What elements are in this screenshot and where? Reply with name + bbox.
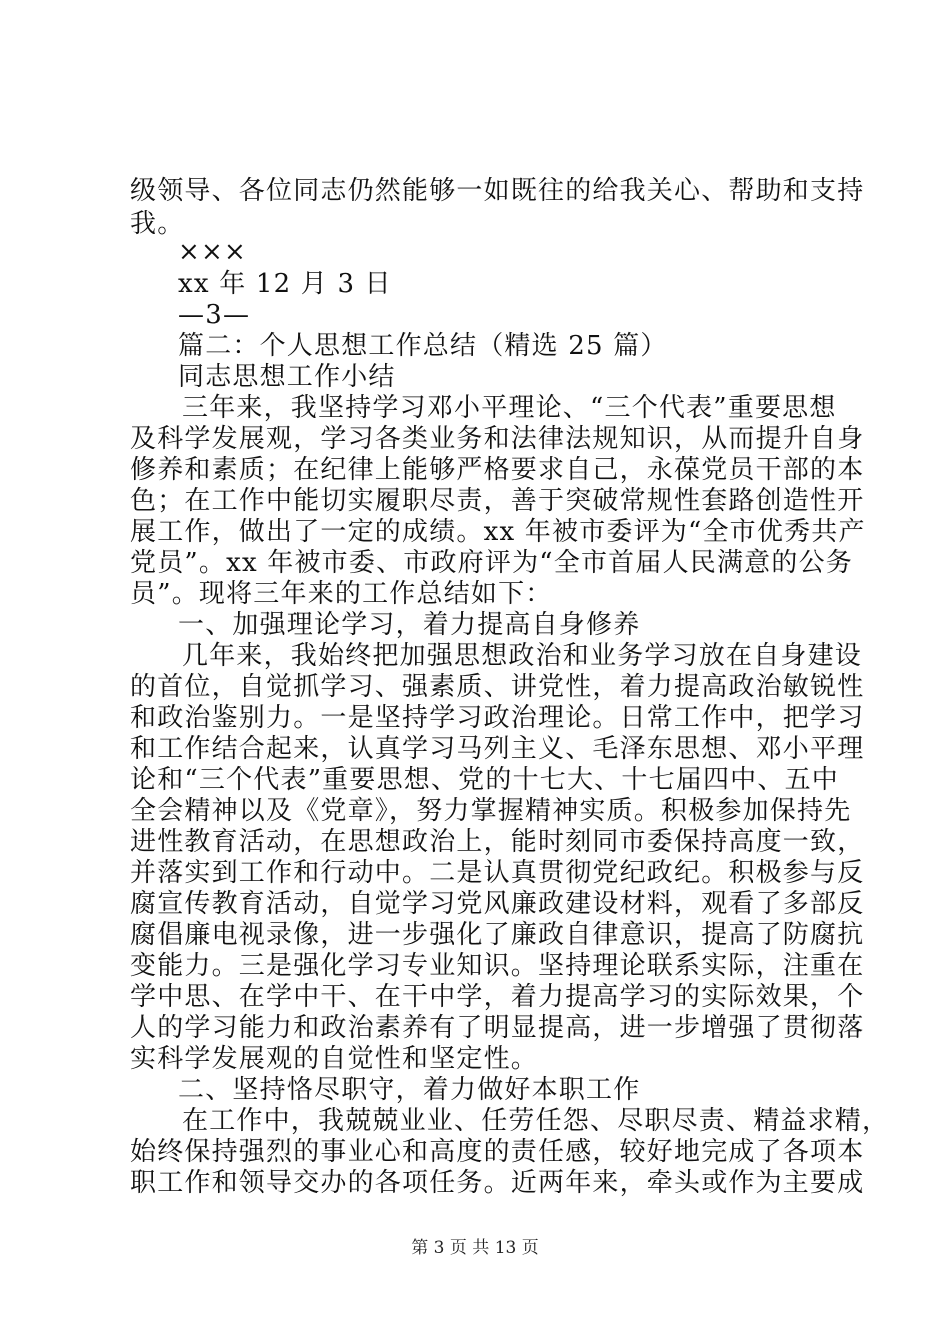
section-heading: 二、坚持恪尽职守，着力做好本职工作 [178, 1075, 641, 1105]
text-line: 三年来，我坚持学习邓小平理论、“三个代表”重要思想 [182, 393, 837, 423]
text-line: 员”。现将三年来的工作总结如下： [130, 579, 553, 609]
signature-name: ××× [178, 237, 247, 267]
text-line: 级领导、各位同志仍然能够一如既往的给我关心、帮助和支持 [130, 176, 865, 206]
text-line: 几年来，我始终把加强思想政治和业务学习放在自身建设 [182, 641, 863, 671]
signature-date: xx 年 12 月 3 日 [178, 269, 392, 299]
text-line: 党员”。xx 年被市委、市政府评为“全市首届人民满意的公务 [130, 548, 853, 578]
text-line: 人的学习能力和政治素养有了明显提高，进一步增强了贯彻落 [130, 1013, 865, 1043]
text-line: 和工作结合起来，认真学习马列主义、毛泽东思想、邓小平理 [130, 734, 865, 764]
text-line: 腐宣传教育活动，自觉学习党风廉政建设材料，观看了多部反 [130, 889, 865, 919]
page-marker: —3— [178, 300, 251, 330]
text-line: 的首位，自觉抓学习、强素质、讲党性，着力提高政治敏锐性 [130, 672, 865, 702]
page-number-footer: 第 3 页 共 13 页 [411, 1238, 539, 1258]
text-line: 学中思、在学中干、在干中学，着力提高学习的实际效果，个 [130, 982, 865, 1012]
text-line: 并落实到工作和行动中。二是认真贯彻党纪政纪。积极参与反 [130, 858, 865, 888]
section-heading: 篇二：个人思想工作总结（精选 25 篇） [178, 331, 668, 361]
text-line: 修养和素质；在纪律上能够严格要求自己，永葆党员干部的本 [130, 455, 865, 485]
text-line: 实科学发展观的自觉性和坚定性。 [130, 1044, 539, 1074]
text-line: 进性教育活动，在思想政治上，能时刻同市委保持高度一致， [130, 827, 865, 857]
text-line: 始终保持强烈的事业心和高度的责任感，较好地完成了各项本 [130, 1137, 865, 1167]
text-line: 腐倡廉电视录像，进一步强化了廉政自律意识，提高了防腐抗 [130, 920, 865, 950]
subheading: 同志思想工作小结 [178, 362, 396, 392]
text-line: 和政治鉴别力。一是坚持学习政治理论。日常工作中，把学习 [130, 703, 865, 733]
section-heading: 一、加强理论学习，着力提高自身修养 [178, 610, 641, 640]
text-line: 变能力。三是强化学习专业知识。坚持理论联系实际，注重在 [130, 951, 865, 981]
text-line: 色；在工作中能切实履职尽责，善于突破常规性套路创造性开 [130, 486, 865, 516]
text-line: 及科学发展观，学习各类业务和法律法规知识，从而提升自身 [130, 424, 865, 454]
text-line: 我。 [130, 209, 185, 239]
text-line: 全会精神以及《党章》，努力掌握精神实质。积极参加保持先 [130, 796, 852, 826]
text-line: 论和“三个代表”重要思想、党的十七大、十七届四中、五中 [130, 765, 839, 795]
text-line: 职工作和领导交办的各项任务。近两年来，牵头或作为主要成 [130, 1168, 865, 1198]
text-line: 在工作中，我兢兢业业、任劳任怨、尽职尽责、精益求精， [182, 1106, 890, 1136]
text-line: 展工作，做出了一定的成绩。xx 年被市委评为“全市优秀共产 [130, 517, 866, 547]
